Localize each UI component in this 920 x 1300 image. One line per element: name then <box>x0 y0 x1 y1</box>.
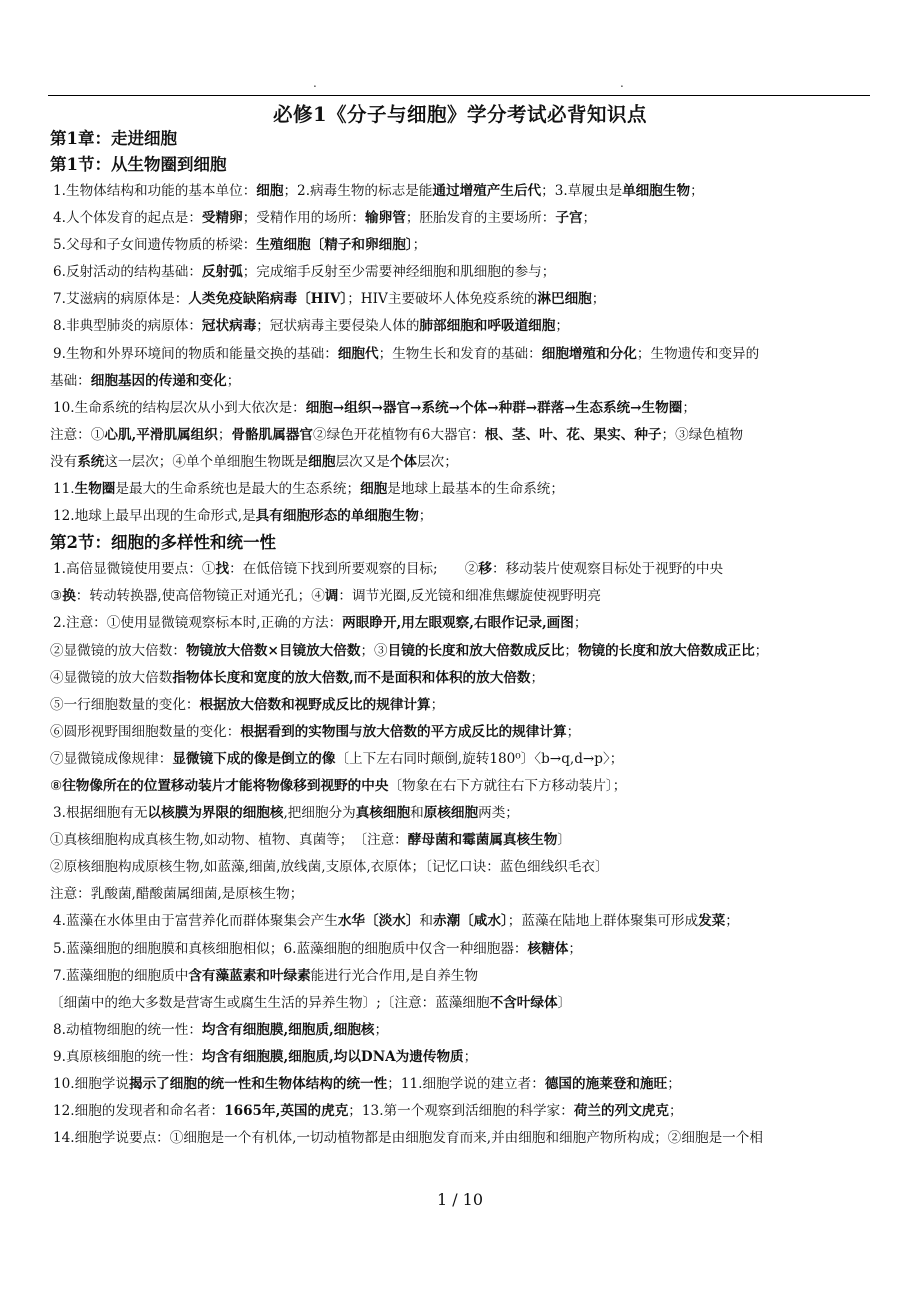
emphasis-text: 原核细胞 <box>423 805 479 822</box>
body-text: ；蓝藻在陆地上群体聚集可形成 <box>507 913 699 930</box>
document-title: 必修1《分子与细胞》学分考试必背知识点 <box>272 103 648 126</box>
emphasis-text: 指物体长度和宽度的放大倍数,而不是面积和体积的放大倍数 <box>172 669 531 686</box>
body-text: 没有 <box>50 453 78 470</box>
text-line <box>50 800 872 827</box>
body-text: 是最大的生命系统也是最大的生态系统； <box>115 481 361 498</box>
text-line <box>50 1071 872 1098</box>
body-text: ； <box>555 318 569 335</box>
section-1-lines <box>50 178 872 530</box>
body-text: ；冠状病毒主要侵染人体的 <box>256 318 420 335</box>
body-text: ； <box>412 237 427 254</box>
body-text: ； <box>573 615 588 632</box>
header-rule <box>48 95 870 96</box>
body-text: 这一层次；④单个单细胞生物既是 <box>104 453 309 470</box>
text-line <box>50 936 872 963</box>
text-line <box>50 719 872 746</box>
body-text: ； <box>530 669 545 686</box>
body-text: 8.动植物细胞的统一性： <box>53 1021 202 1038</box>
body-text: ；胚胎发育的主要场所： <box>405 210 556 227</box>
body-text: 〕 <box>557 832 571 849</box>
body-text: ；生物生长和发育的基础： <box>378 345 542 362</box>
body-text: 注意：① <box>50 426 105 443</box>
text-line <box>50 341 872 368</box>
body-text: ； <box>568 940 582 957</box>
body-text: 2.注意：①使用显微镜观察标本时,正确的方法： <box>53 615 343 632</box>
body-text: ②绿色开花植物有6大器官： <box>313 426 485 443</box>
text-line <box>50 692 872 719</box>
body-text: ⑥圆形视野围细胞数量的变化： <box>50 723 241 740</box>
text-line <box>50 449 872 476</box>
emphasis-text: 物镜的长度和放大倍数成正比 <box>577 642 755 659</box>
text-line <box>50 232 872 259</box>
emphasis-text: 具有细胞形态的单细胞生物 <box>255 508 419 525</box>
emphasis-text: 根据放大倍数和视野成反比的规律计算 <box>199 696 431 713</box>
text-line <box>50 854 872 881</box>
emphasis-text: 心肌,平滑肌属组织 <box>104 426 218 443</box>
header-dot-left: . <box>313 76 317 90</box>
body-text: ①真核细胞构成真核生物,如动物、植物、真菌等； 〔注意： <box>50 832 408 849</box>
body-text: 10.生命系统的结构层次从小到大依次是： <box>53 399 306 416</box>
body-text: ； <box>725 913 739 930</box>
emphasis-text: 酵母菌和霉菌属真核生物 <box>407 832 558 849</box>
emphasis-text: 物镜放大倍数×目镜放大倍数 <box>185 642 361 659</box>
emphasis-text: 骨骼肌属器官 <box>231 426 314 443</box>
body-text: 和 <box>410 805 424 822</box>
body-text: ：移动装片使观察目标处于视野的中央 <box>491 561 724 578</box>
text-line <box>50 1098 872 1125</box>
text-line <box>50 313 872 340</box>
emphasis-text: 移 <box>478 561 492 578</box>
body-text: 7.艾滋病的病原体是： <box>53 291 189 308</box>
body-text: ； <box>430 696 445 713</box>
body-text: ,把细胞分为 <box>283 805 356 822</box>
body-text: ；13.第一个观察到活细胞的科学家： <box>348 1103 574 1120</box>
emphasis-text: 人类免疫缺陷病毒〔HIV〕 <box>188 291 348 308</box>
body-text: 1.生物体结构和功能的基本单位： <box>53 183 257 199</box>
emphasis-text: 肺部细胞和呼吸道细胞 <box>419 318 556 335</box>
body-text: 12.细胞的发现者和命名者： <box>53 1103 225 1120</box>
emphasis-text: 细胞 <box>360 481 388 498</box>
text-line <box>50 746 872 773</box>
body-text: 3.根据细胞有无 <box>53 805 148 822</box>
body-text: 〔物象在右下方就往右下方移动装片〕； <box>388 777 627 794</box>
page-number: 1 / 10 <box>436 1190 484 1209</box>
body-text: ⑤一行细胞数量的变化： <box>50 696 200 713</box>
body-text: ； <box>682 399 696 416</box>
emphasis-text: 往物像所在的位置移动装片才能将物像移到视野的中央 <box>62 777 389 794</box>
emphasis-text: 调 <box>324 588 339 605</box>
body-text: ：调节光圈,反光镜和细准焦螺旋使视野明亮 <box>338 588 601 605</box>
emphasis-text: 通过增殖产生后代 <box>432 183 542 199</box>
body-text: ；HIV主要破坏人体免疫系统的 <box>347 291 538 308</box>
emphasis-text: 细胞→组织→器官→系统→个体→种群→群落→生态系统→生物圈 <box>305 399 683 416</box>
emphasis-text: 不含叶绿体 <box>489 994 558 1011</box>
emphasis-text: 根、茎、叶、花、果实、种子 <box>484 426 662 443</box>
text-line <box>50 610 872 637</box>
section-2-lines <box>50 556 872 1152</box>
body-text: 和 <box>419 913 433 930</box>
body-text: 6.反射活动的结构基础： <box>53 264 202 281</box>
body-text: ； <box>566 723 581 740</box>
emphasis-text: 根据看到的实物围与放大倍数的平方成反比的规律计算 <box>240 723 567 740</box>
text-line <box>50 476 872 503</box>
body-text: ；③绿色植物 <box>661 426 744 443</box>
emphasis-text: 反射弧 <box>201 264 243 281</box>
body-text: ；受精作用的场所： <box>242 210 366 227</box>
body-text: 〕 <box>557 994 572 1011</box>
text-line <box>50 286 872 313</box>
emphasis-text: 真核细胞 <box>355 805 411 822</box>
section-heading-1: 第1节：从生物圈到细胞 <box>50 155 227 174</box>
emphasis-text: 个体 <box>389 453 418 470</box>
body-text: ②原核细胞构成原核生物,如蓝藻,细菌,放线菌,支原体,衣原体；〔记忆口诀：蓝色细线织毛衣〕 <box>50 859 609 876</box>
body-text: 能进行光合作用,是自养生物 <box>310 967 479 984</box>
header-dot-right: . <box>620 76 624 90</box>
text-line <box>50 259 872 286</box>
text-line <box>50 395 872 422</box>
emphasis-text: 细胞 <box>256 183 284 199</box>
text-line <box>50 908 872 935</box>
text-line <box>50 205 872 232</box>
body-text: 5.蓝藻细胞的细胞膜和真核细胞相似；6.蓝藻细胞的细胞质中仅含一种细胞器： <box>53 940 528 957</box>
emphasis-text: 系统 <box>77 453 105 470</box>
text-line <box>50 556 872 583</box>
emphasis-text: 单细胞生物 <box>622 183 691 199</box>
text-line <box>50 963 872 990</box>
body-text: ④显微镜的放大倍数 <box>50 669 173 686</box>
body-text: 12.地球上最早出现的生命形式,是 <box>53 508 256 525</box>
text-line <box>50 178 872 205</box>
body-text: ③ <box>50 588 63 605</box>
chapter-heading: 第1章：走进细胞 <box>50 129 177 148</box>
body-text: ； <box>591 291 606 308</box>
emphasis-text: 受精卵 <box>201 210 243 227</box>
emphasis-text: 细胞基因的传递和变化 <box>90 372 227 389</box>
emphasis-text: 发菜 <box>698 913 726 930</box>
body-text: ；生物遗传和变异的 <box>636 345 760 362</box>
body-text: ②显微镜的放大倍数： <box>50 642 186 659</box>
text-line <box>50 773 872 800</box>
body-text: ；完成缩手反射至少需要神经细胞和肌细胞的参与； <box>242 264 556 281</box>
emphasis-text: 揭示了细胞的统一性和生物体结构的统一性 <box>129 1076 388 1092</box>
text-line <box>50 368 872 395</box>
body-text: ； <box>754 642 769 659</box>
body-text: 基础： <box>50 372 91 389</box>
emphasis-text: 生物圈 <box>74 481 116 498</box>
body-text: 两类； <box>478 805 519 822</box>
body-text: 层次又是 <box>335 453 390 470</box>
emphasis-text: 淋巴细胞 <box>537 291 592 308</box>
emphasis-text: 德国的施莱登和施旺 <box>544 1076 668 1092</box>
text-line <box>50 1017 872 1044</box>
body-text: 1.高倍显微镜使用要点：① <box>53 561 216 578</box>
body-text: ； <box>374 1021 389 1038</box>
body-text: 5.父母和子女间遗传物质的桥梁： <box>53 237 257 254</box>
body-text: ；③ <box>360 642 388 659</box>
emphasis-text: 目镜的长度和放大倍数成反比 <box>387 642 565 659</box>
emphasis-text: 荷兰的列文虎克 <box>573 1103 669 1120</box>
emphasis-text: 细胞 <box>308 453 336 470</box>
body-text: ；11.细胞学说的建立者： <box>387 1076 545 1092</box>
text-line <box>50 881 872 908</box>
body-text: ； <box>690 183 704 199</box>
body-text: 9.生物和外界环境间的物质和能量交换的基础： <box>53 345 338 362</box>
emphasis-text: 显微镜下成的像是倒立的像 <box>172 750 336 767</box>
emphasis-text: 冠状病毒 <box>201 318 257 335</box>
emphasis-text: 水华〔淡水〕 <box>337 913 420 930</box>
body-text: 14.细胞学说要点：①细胞是一个有机体,一切动植物都是由细胞发育而来,并由细胞和细胞产物所构成；②细胞是一个相 <box>53 1130 763 1147</box>
body-text: ：转动转换器,使高倍物镜正对通光孔；④ <box>75 588 325 605</box>
body-text: 是地球上最基本的生命系统； <box>387 481 564 498</box>
text-line <box>50 422 872 449</box>
body-text: 4.人个体发育的起点是： <box>53 210 202 227</box>
body-text: ； <box>418 508 433 525</box>
emphasis-text: 换 <box>62 588 76 605</box>
body-text: 10.细胞学说 <box>53 1076 129 1092</box>
body-text: ；3.草履虫是 <box>541 183 623 199</box>
body-text: 11. <box>53 481 75 498</box>
text-line <box>50 503 872 530</box>
body-text: 〔细菌中的绝大多数是营寄生或腐生生活的异养生物〕;〔注意：蓝藻细胞 <box>50 994 490 1011</box>
body-text: 〔上下左右同时颠倒,旋转180⁰〕〈b→q,d→p〉； <box>335 750 624 767</box>
body-text: ； <box>582 210 597 227</box>
emphasis-text: 两眼睁开,用左眼观察,右眼作记录,画图 <box>342 615 574 632</box>
text-line <box>50 583 872 610</box>
text-line <box>50 827 872 854</box>
body-text: 8.非典型肺炎的病原体： <box>53 318 202 335</box>
body-text: ⑦显微镜成像规律： <box>50 750 173 767</box>
text-line <box>50 665 872 692</box>
body-text: ； <box>463 1048 478 1065</box>
emphasis-text: 1665年,英国的虎克 <box>224 1103 349 1120</box>
emphasis-text: 以核膜为界限的细胞核 <box>147 805 284 822</box>
text-line <box>50 1125 872 1152</box>
emphasis-text: 输卵管 <box>365 210 406 227</box>
text-line <box>50 638 872 665</box>
body-text: 7.蓝藻细胞的细胞质中 <box>53 967 189 984</box>
emphasis-text: 生殖细胞〔精子和卵细胞〕 <box>256 237 413 254</box>
emphasis-text: 含有藻蓝素和叶绿素 <box>188 967 311 984</box>
text-line <box>50 990 872 1017</box>
body-text: 9.真原核细胞的统一性： <box>53 1048 202 1065</box>
emphasis-text: 赤潮〔咸水〕 <box>433 913 508 930</box>
body-text: ；2.病毒生物的标志是能 <box>283 183 433 199</box>
emphasis-text: 找 <box>215 561 230 578</box>
body-text: ； <box>668 1103 683 1120</box>
body-text: ； <box>226 372 241 389</box>
emphasis-text: 子宫 <box>555 210 583 227</box>
body-text: ：在低倍镜下找到所要观察的目标; ② <box>229 561 479 578</box>
emphasis-text: 核糖体 <box>527 940 569 957</box>
body-text: ； <box>564 642 578 659</box>
emphasis-text: 均含有细胞膜,细胞质,均以DNA为遗传物质 <box>201 1048 464 1065</box>
section-heading-2: 第2节：细胞的多样性和统一性 <box>50 533 276 553</box>
emphasis-text: 细胞代 <box>337 345 379 362</box>
text-line <box>50 1044 872 1071</box>
body-text: ⑧ <box>50 777 63 794</box>
emphasis-text: 均含有细胞膜,细胞质,细胞核 <box>201 1021 375 1038</box>
body-text: 注意：乳酸菌,醋酸菌属细菌,是原核生物； <box>50 886 304 903</box>
body-text: ； <box>667 1076 681 1092</box>
document-body <box>50 126 872 1152</box>
emphasis-text: 细胞增殖和分化 <box>541 345 637 362</box>
body-text: ； <box>217 426 232 443</box>
body-text: 4.蓝藻在水体里由于富营养化而群体聚集会产生 <box>53 913 338 930</box>
body-text: 层次； <box>417 453 458 470</box>
